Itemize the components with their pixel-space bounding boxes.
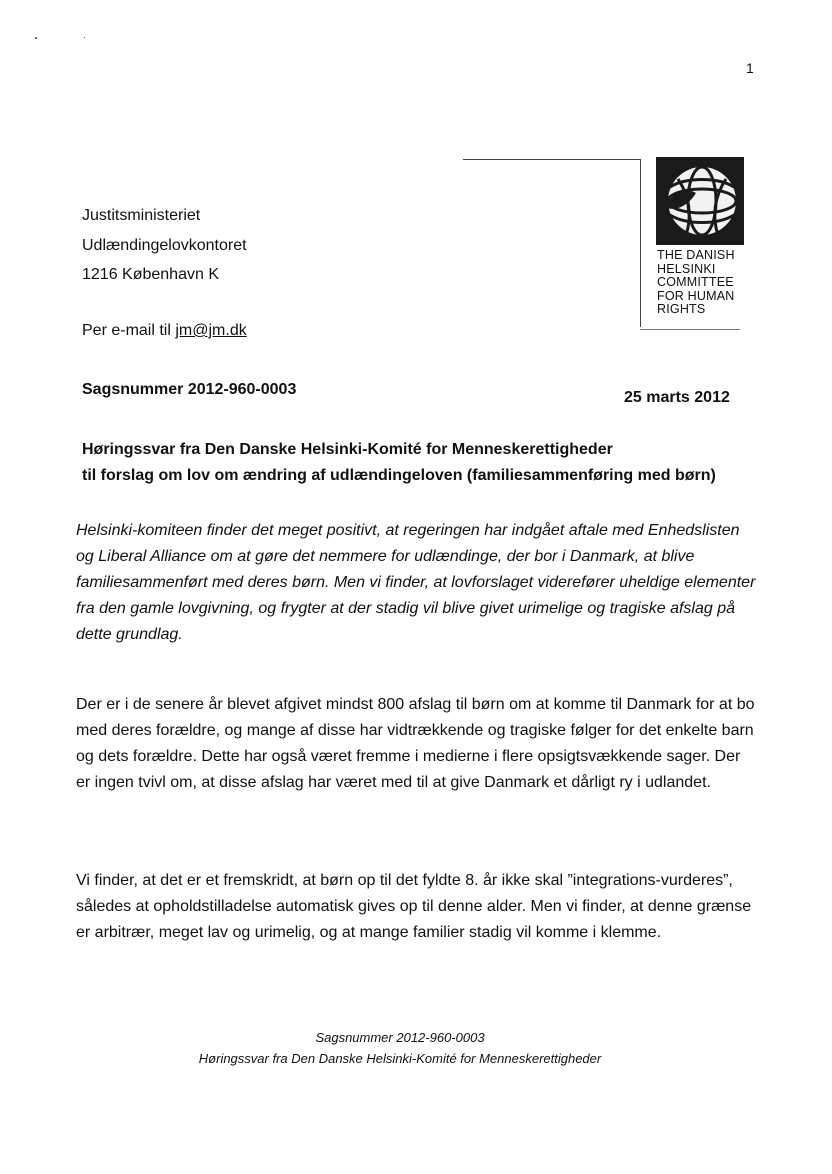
logo-frame-line: [463, 159, 641, 160]
logo-text: [657, 249, 735, 317]
letter-date: 25 marts 2012: [624, 389, 730, 406]
globe-icon: [656, 157, 744, 245]
organization-logo: [463, 157, 745, 337]
email-prefix: Per e-mail til: [82, 322, 176, 339]
paragraph-text: Vi finder, at det er et fremskridt, at børn op til det fyldte 8. år ikke skal ”integrations-vurderes”, således at opholdstilladelse automatisk gives op til denne alder. Men vi finder, at denne grænse er arbitrær, meget lav og urimelig, og at mange familier stadig vil komme i klemme.: [76, 872, 752, 941]
scan-speck: [35, 37, 37, 39]
logo-text-line: FOR HUMAN: [657, 288, 735, 303]
footer-title: Høringssvar fra Den Danske Helsinki-Komité for Menneskerettigheder: [198, 1051, 602, 1066]
recipient-name: Justitsministeriet: [82, 207, 201, 224]
page-number: 1: [746, 60, 754, 76]
logo-frame-line: [640, 329, 740, 330]
letter-heading-line1: Høringssvar fra Den Danske Helsinki-Komité for Menneskerettigheder: [82, 441, 613, 458]
paragraph-text: Helsinki-komiteen finder det meget positivt, at regeringen har indgået aftale med Enhedslisten og Liberal Alliance om at gøre det nemmere for udlændinge, der bor i Danmark, at blive familiesammenført med deres børn. Men vi finder, at lovforslaget viderefører uheldige elementer fra den gamle lovgivning, og frygter at der stadig vil blive givet urimelige og tragiske afslag på dette grundlag.: [76, 522, 756, 643]
body-paragraph: [76, 692, 756, 796]
logo-text-line: HELSINKI: [657, 261, 716, 276]
logo-frame-line: [640, 159, 641, 327]
email-line: [82, 322, 247, 340]
logo-text-line: THE DANISH: [657, 248, 735, 262]
paragraph-text: Der er i de senere år blevet afgivet mindst 800 afslag til børn om at komme til Danmark for at bo med deres forældre, og mange af disse har vidtrækkende og tragiske følger for det enkelte barn og dets forældre. Dette har også været fremme i medierne i flere opsigtsvækkende sager. Der er ingen tvivl om, at disse afslag har været med til at give Danmark et dårligt ry i udlandet.: [76, 696, 755, 791]
intro-paragraph: [76, 518, 756, 648]
logo-text-line: COMMITTEE: [657, 275, 734, 289]
case-number: Sagsnummer 2012-960-0003: [82, 381, 297, 398]
letter-heading-line2: til forslag om lov om ændring af udlændingeloven (familiesammenføring med børn): [82, 467, 716, 484]
email-link[interactable]: jm@jm.dk: [175, 322, 247, 339]
recipient-city: 1216 København K: [82, 266, 219, 283]
logo-text-line: RIGHTS: [657, 302, 706, 316]
scan-speck: [84, 37, 85, 38]
footer-case-number: Sagsnummer 2012-960-0003: [315, 1030, 485, 1045]
recipient-office: Udlændingelovkontoret: [82, 237, 247, 254]
body-paragraph: [76, 868, 756, 946]
